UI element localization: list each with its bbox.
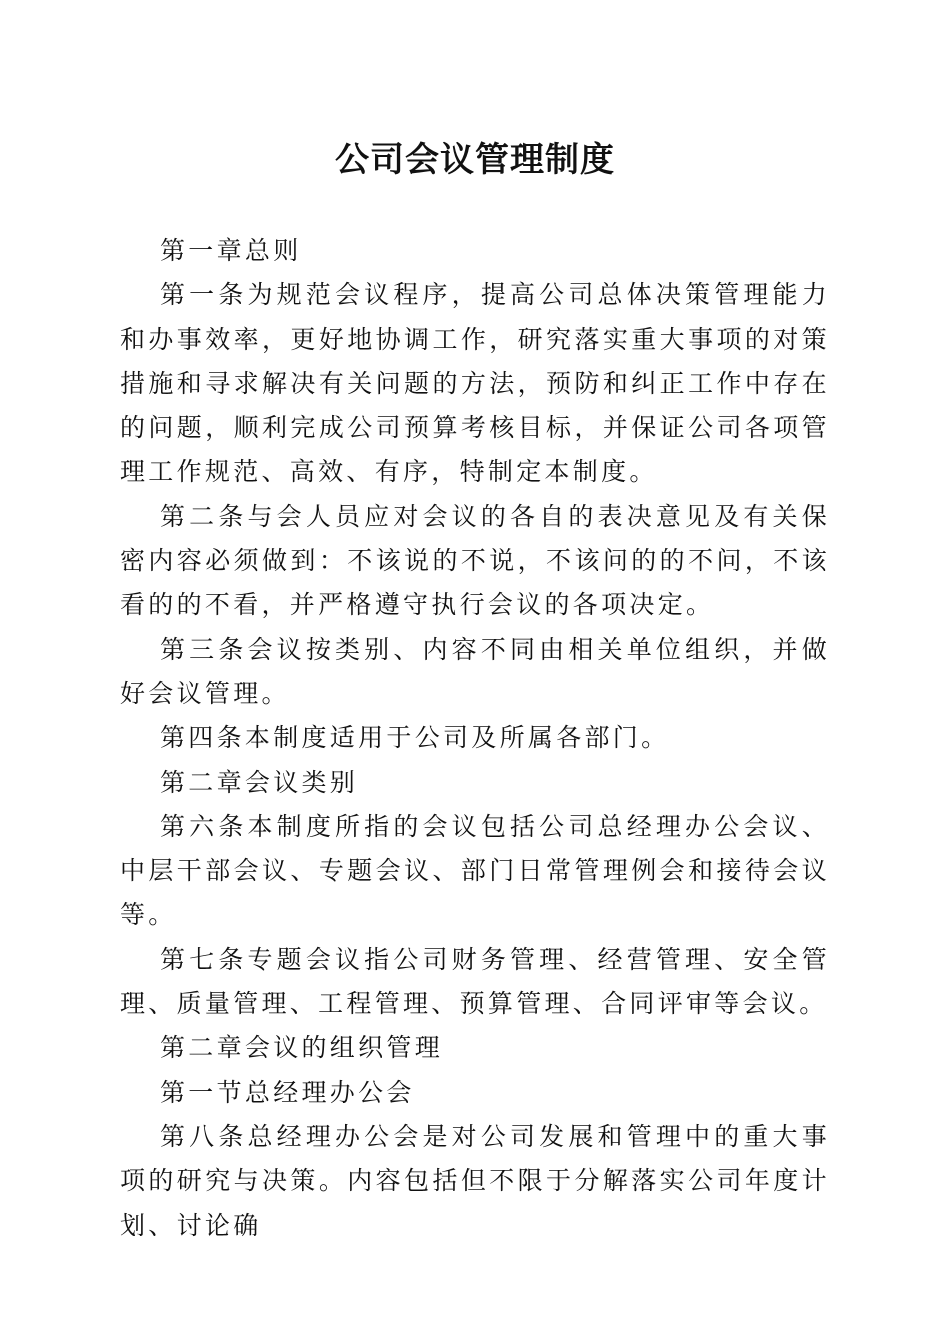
article-paragraph: 第七条专题会议指公司财务管理、经营管理、安全管理、质量管理、工程管理、预算管理、合同评审等会议。 — [120, 944, 830, 1019]
section-heading: 第一节总经理办公会 — [160, 1077, 415, 1107]
article-paragraph: 第三条会议按类别、内容不同由相关单位组织，并做好会议管理。 — [120, 634, 830, 708]
article-paragraph: 第二条与会人员应对会议的各自的表决意见及有关保密内容必须做到：不该说的不说，不该问的的不问，不该看的的不看，并严格遵守执行会议的各项决定。 — [120, 501, 830, 620]
document-body — [120, 229, 830, 1248]
article-paragraph: 第八条总经理办公会是对公司发展和管理中的重大事项的研究与决策。内容包括但不限于分解落实公司年度计划、讨论确 — [120, 1121, 830, 1240]
document-title: 公司会议管理制度 — [335, 140, 615, 180]
article-paragraph: 第一条为规范会议程序，提高公司总体决策管理能力和办事效率，更好地协调工作，研究落实重大事项的对策措施和寻求解决有关问题的方法，预防和纠正工作中存在的问题，顺利完成公司预算考核目标，并保证公司各项管理工作规范、高效、有序，特制定本制度。 — [120, 280, 830, 487]
chapter-heading: 第二章会议类别 — [160, 767, 359, 797]
chapter-heading: 第二章会议的组织管理 — [160, 1033, 444, 1063]
chapter-heading: 第一章总则 — [160, 236, 302, 265]
article-paragraph: 第四条本制度适用于公司及所属各部门。 — [160, 723, 670, 753]
article-paragraph: 第六条本制度所指的会议包括公司总经理办公会议、中层干部会议、专题会议、部门日常管理例会和接待会议等。 — [120, 811, 830, 930]
